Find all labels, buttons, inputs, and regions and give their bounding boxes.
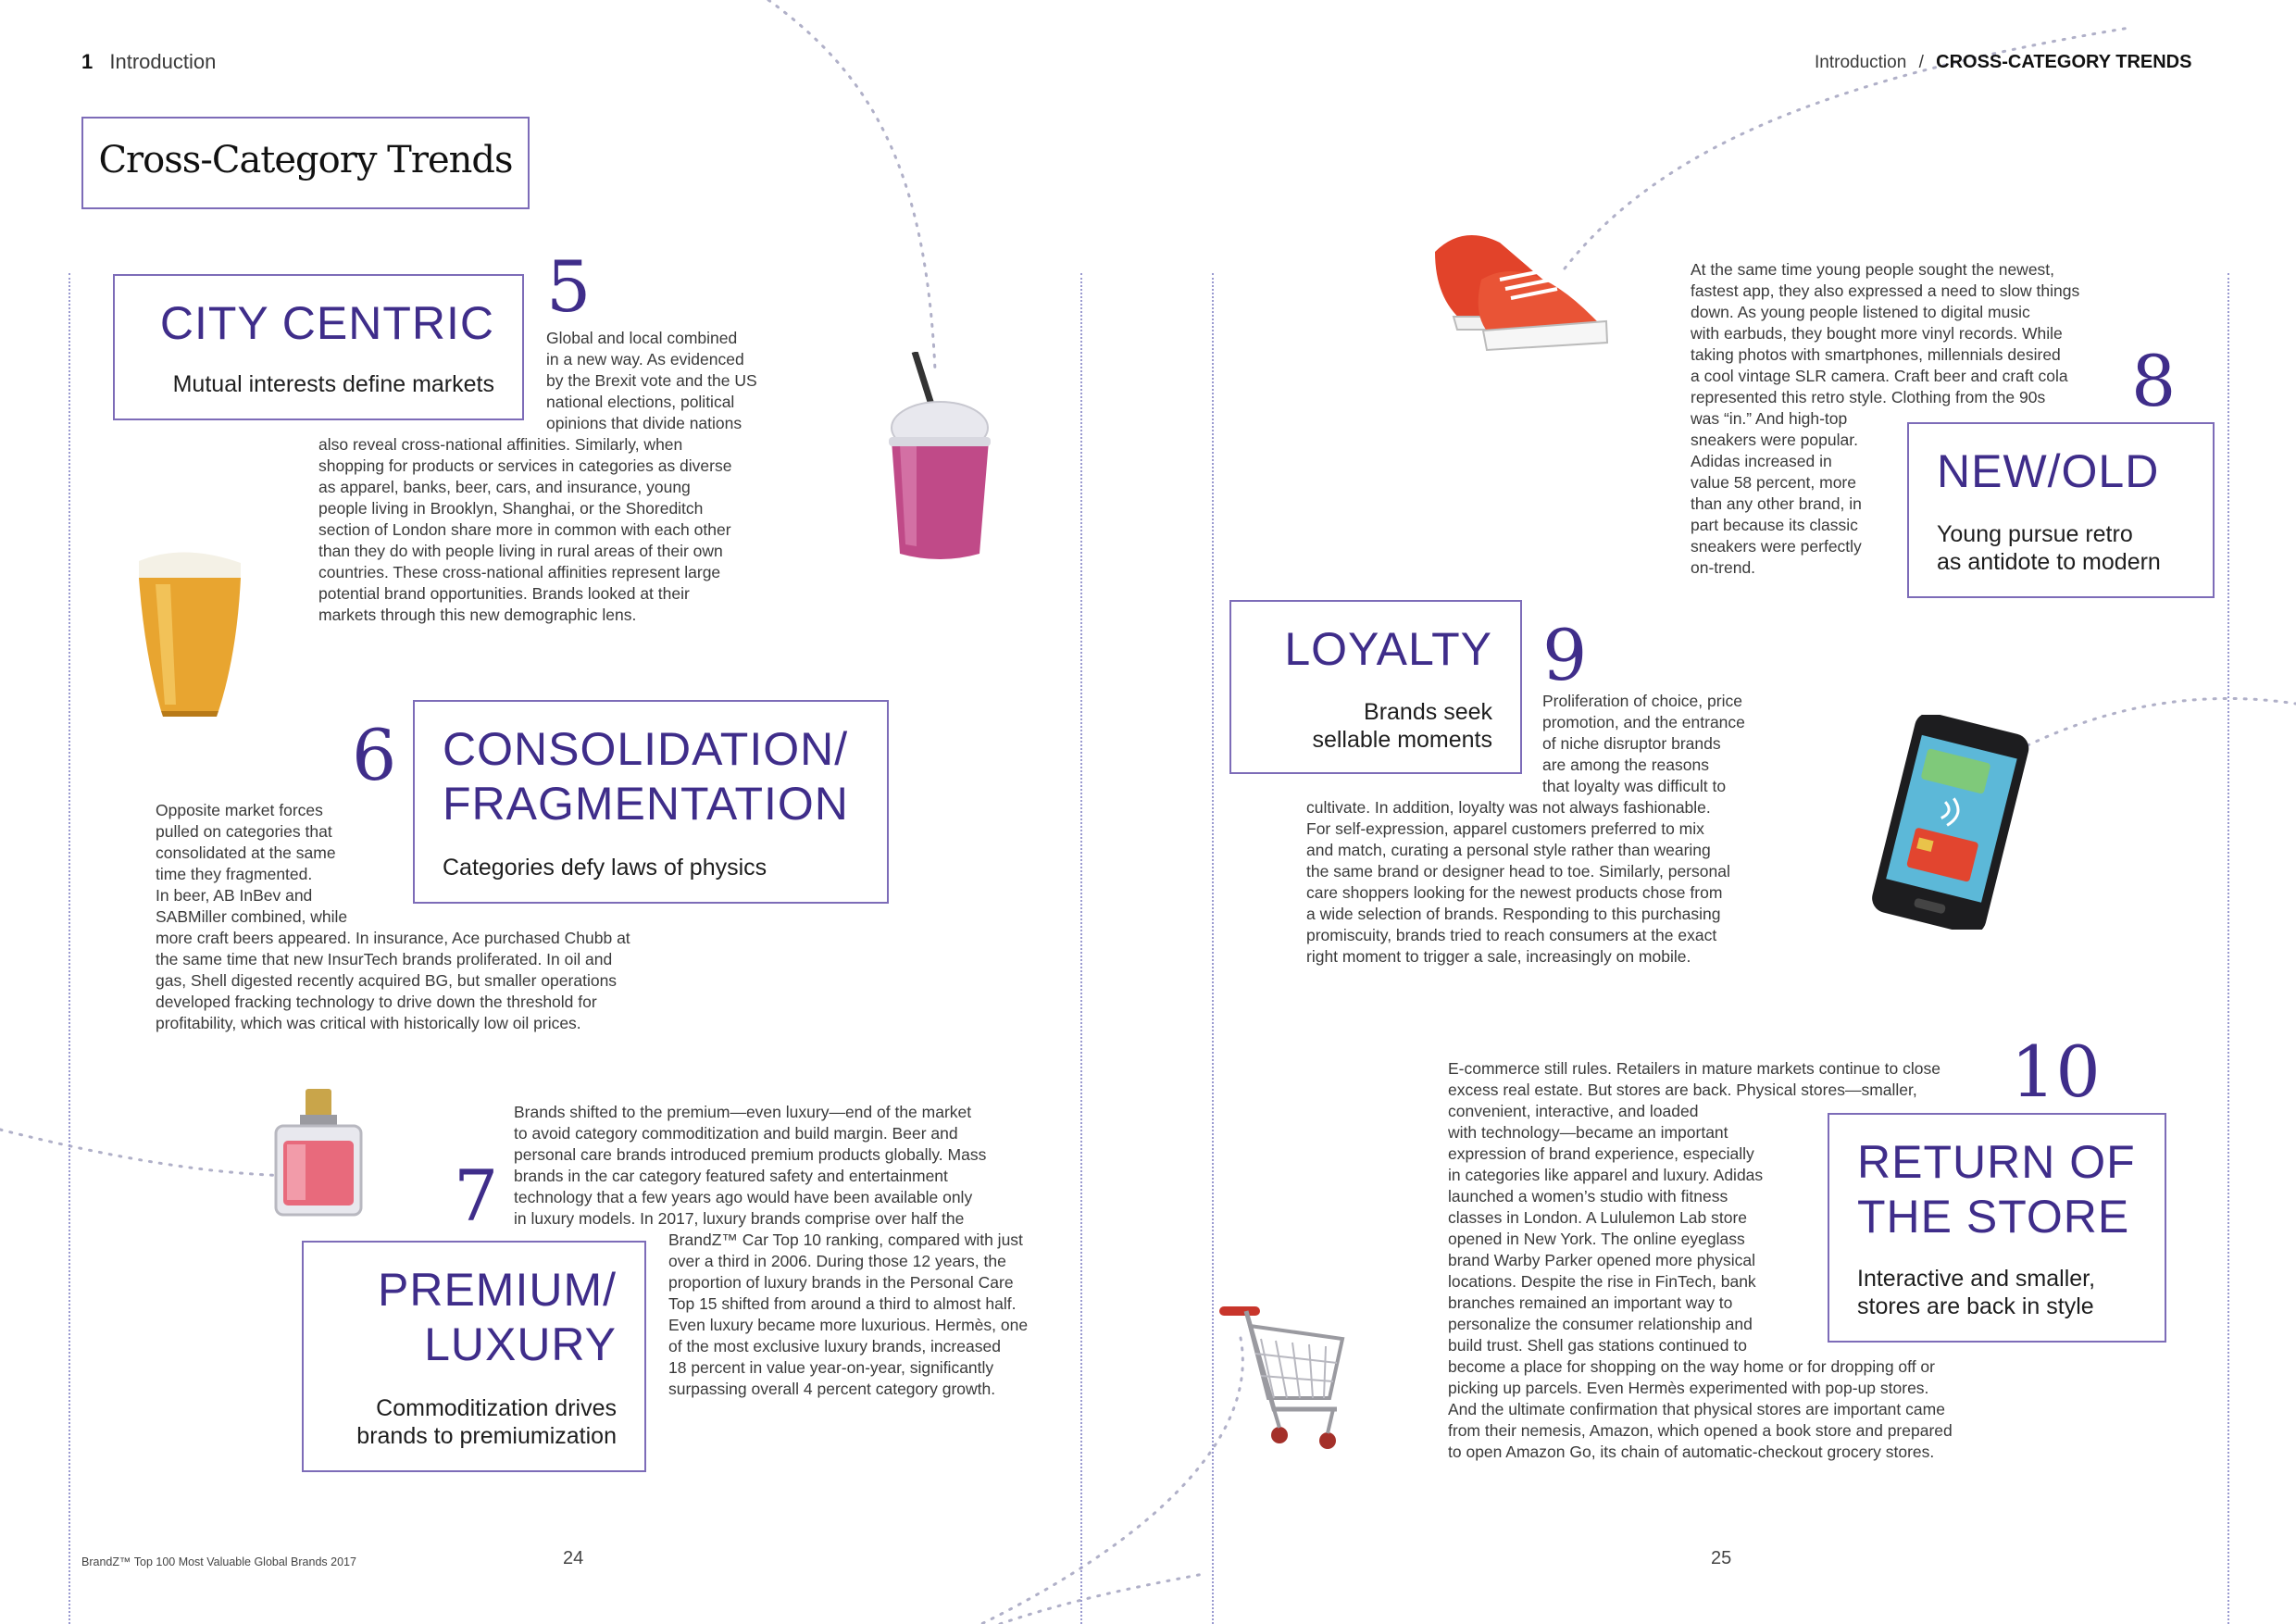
trend-9-body-cont	[1306, 797, 1825, 968]
body-line: SABMiller combined, while	[156, 907, 348, 926]
beer-glass-icon	[128, 543, 248, 718]
body-line: pulled on categories that	[156, 822, 332, 841]
body-line: than any other brand, in	[1691, 494, 1862, 513]
body-line: countries. These cross-national affinities represent large	[318, 563, 721, 581]
body-line: down. As young people listened to digital music	[1691, 303, 2030, 321]
body-line: At the same time young people sought the newest,	[1691, 260, 2055, 279]
trend-6-body	[156, 800, 804, 1034]
body-line: build trust. Shell gas stations continued to	[1448, 1336, 1747, 1355]
body-line: gas, Shell digested recently acquired BG, but smaller operations	[156, 971, 618, 990]
body-line: care shoppers looking for the newest products chose from	[1306, 883, 1723, 902]
body-line: In beer, AB InBev and	[156, 886, 313, 905]
trend-5-box	[113, 274, 524, 420]
body-line: with technology—became an important	[1448, 1123, 1728, 1142]
trend-10-title-line: THE STORE	[1857, 1191, 2130, 1243]
body-line: technology that a few years ago would have been available only	[514, 1188, 973, 1206]
trend-6-subtitle: Categories defy laws of physics	[443, 855, 767, 881]
trend-10-title	[1857, 1135, 2136, 1244]
body-line: national elections, political	[546, 393, 735, 411]
trend-7-title	[378, 1263, 617, 1372]
trend-5-subtitle: Mutual interests define markets	[172, 371, 494, 397]
perfume-bottle-icon	[272, 1089, 365, 1218]
trend-6-title-line: FRAGMENTATION	[443, 778, 849, 830]
body-line: with earbuds, they bought more vinyl records. While	[1691, 324, 2063, 343]
trend-6-title-line: CONSOLIDATION/	[443, 723, 849, 775]
section-name: Introduction	[109, 50, 217, 73]
trend-9-subtitle-line: Brands seek	[1364, 699, 1492, 725]
trend-5-body	[546, 328, 824, 434]
body-line: right moment to trigger a sale, increasingly on mobile.	[1306, 947, 1691, 966]
body-line: surpassing overall 4 percent category growth.	[668, 1380, 996, 1398]
body-line: Global and local combined	[546, 329, 738, 347]
trend-7-body-cont	[668, 1230, 1076, 1400]
page-section-number: 1	[81, 50, 94, 73]
body-line: opened in New York. The online eyeglass	[1448, 1230, 1745, 1248]
body-line: personalize the consumer relationship and	[1448, 1315, 1753, 1333]
left-running-header	[81, 50, 216, 74]
body-line: people living in Brooklyn, Shanghai, or the Shoreditch	[318, 499, 704, 518]
body-line: to open Amazon Go, its chain of automatic-checkout grocery stores.	[1448, 1443, 1935, 1461]
body-line: time they fragmented.	[156, 865, 313, 883]
trend-10-title-line: RETURN OF	[1857, 1136, 2136, 1188]
body-line: For self-expression, apparel customers preferred to mix	[1306, 819, 1704, 838]
body-line: that loyalty was difficult to	[1542, 777, 1727, 795]
body-line: personal care brands introduced premium products globally. Mass	[514, 1145, 987, 1164]
body-line: cultivate. In addition, loyalty was not always fashionable.	[1306, 798, 1711, 817]
body-line: sneakers were popular.	[1691, 431, 1858, 449]
trend-7-subtitle	[356, 1394, 617, 1450]
trend-6-number: 6	[352, 714, 397, 796]
body-line: brand Warby Parker opened more physical	[1448, 1251, 1756, 1269]
body-line: opinions that divide nations	[546, 414, 742, 432]
body-line: more craft beers appeared. In insurance, Ace purchased Chubb at	[156, 929, 630, 947]
body-line: section of London share more in common with each other	[318, 520, 731, 539]
body-line: expression of brand experience, especially	[1448, 1144, 1754, 1163]
trend-8-title: NEW/OLD	[1937, 445, 2160, 497]
trend-7-title-line: LUXURY	[424, 1318, 617, 1370]
body-line: And the ultimate confirmation that physical stores are important came	[1448, 1400, 1945, 1418]
body-line: proportion of luxury brands in the Personal Care	[668, 1273, 1014, 1292]
trend-9-title: LOYALTY	[1284, 623, 1492, 675]
body-line: convenient, interactive, and loaded	[1448, 1102, 1699, 1120]
body-line: represented this retro style. Clothing from the 90s	[1691, 388, 2046, 406]
body-line: in luxury models. In 2017, luxury brands comprise over half the	[514, 1209, 965, 1228]
header-separator: /	[1918, 53, 1924, 72]
body-line: excess real estate. But stores are back. Physical stores—smaller,	[1448, 1081, 1917, 1099]
body-line: than they do with people living in rural areas of their own	[318, 542, 723, 560]
body-line: Top 15 shifted from around a third to almost half.	[668, 1294, 1017, 1313]
trend-10-subtitle-line: stores are back in style	[1857, 1293, 2094, 1319]
column-rule	[1212, 273, 1214, 1624]
trend-10-subtitle-line: Interactive and smaller,	[1857, 1266, 2096, 1292]
body-line: the same brand or designer head to toe. Similarly, personal	[1306, 862, 1730, 881]
column-rule	[2227, 273, 2229, 1624]
body-line: by the Brexit vote and the US	[546, 371, 757, 390]
trend-7-title-line: PREMIUM/	[378, 1264, 617, 1316]
body-line: also reveal cross-national affinities. Similarly, when	[318, 435, 683, 454]
body-line: promiscuity, brands tried to reach consumers at the exact	[1306, 926, 1717, 944]
body-line: brands in the car category featured safety and entertainment	[514, 1167, 948, 1185]
trend-5-body-cont	[318, 434, 800, 626]
body-line: BrandZ™ Car Top 10 ranking, compared with just	[668, 1230, 1023, 1249]
trend-8-number: 8	[2131, 340, 2177, 422]
smartphone-icon	[1866, 715, 2033, 930]
body-line: locations. Despite the rise in FinTech, bank	[1448, 1272, 1756, 1291]
body-line: profitability, which was critical with historically low oil prices.	[156, 1014, 581, 1032]
trend-7-subtitle-line: Commoditization drives	[376, 1395, 617, 1421]
shopping-cart-icon	[1218, 1298, 1348, 1455]
trend-5-number: 5	[546, 245, 592, 328]
trend-8-subtitle-line: as antidote to modern	[1937, 549, 2161, 575]
publication-footer: BrandZ™ Top 100 Most Valuable Global Brands 2017	[81, 1555, 356, 1568]
section-name: Introduction	[1815, 53, 1907, 72]
section-title: CROSS-CATEGORY TRENDS	[1936, 52, 2192, 72]
body-line: taking photos with smartphones, millennials desired	[1691, 345, 2061, 364]
trend-5-title: CITY CENTRIC	[159, 297, 494, 349]
body-line: value 58 percent, more	[1691, 473, 1856, 492]
page-title-box	[81, 117, 530, 209]
trend-7-subtitle-line: brands to premiumization	[356, 1423, 617, 1449]
trend-8-box	[1907, 422, 2215, 598]
trend-10-subtitle	[1857, 1265, 2095, 1320]
body-line: are among the reasons	[1542, 756, 1709, 774]
body-line: in categories like apparel and luxury. Adidas	[1448, 1166, 1764, 1184]
body-line: the same time that new InsurTech brands proliferated. In oil and	[156, 950, 613, 968]
sneakers-icon	[1426, 215, 1611, 359]
body-line: over a third in 2006. During those 12 years, the	[668, 1252, 1006, 1270]
column-rule	[1080, 273, 1082, 1624]
trend-10-box	[1828, 1113, 2166, 1343]
trend-10-number: 10	[2011, 1031, 2101, 1113]
right-page-number: 25	[1711, 1548, 1732, 1568]
body-line: branches remained an important way to	[1448, 1293, 1733, 1312]
trend-7-box	[302, 1241, 646, 1472]
trend-9-subtitle	[1312, 698, 1492, 754]
body-line: of the most exclusive luxury brands, increased	[668, 1337, 1001, 1355]
smoothie-cup-icon	[880, 352, 1000, 565]
right-running-header	[1815, 52, 2191, 73]
trend-9-number: 9	[1542, 614, 1588, 696]
trend-8-subtitle	[1937, 520, 2161, 576]
body-line: Proliferation of choice, price	[1542, 692, 1742, 710]
body-line: shopping for products or services in categories as diverse	[318, 456, 732, 475]
body-line: Opposite market forces	[156, 801, 323, 819]
body-line: part because its classic	[1691, 516, 1858, 534]
trend-9-subtitle-line: sellable moments	[1312, 727, 1492, 753]
body-line: Adidas increased in	[1691, 452, 1832, 470]
body-line: a wide selection of brands. Responding to this purchasing	[1306, 905, 1721, 923]
trend-9-body	[1542, 691, 1820, 797]
body-line: was “in.” And high-top	[1691, 409, 1848, 428]
column-rule	[69, 273, 70, 1624]
body-line: potential brand opportunities. Brands looked at their	[318, 584, 690, 603]
body-line: launched a women’s studio with fitness	[1448, 1187, 1728, 1206]
body-line: consolidated at the same	[156, 843, 336, 862]
body-line: as apparel, banks, beer, cars, and insurance, young	[318, 478, 691, 496]
body-line: from their nemesis, Amazon, which opened a book store and prepared	[1448, 1421, 1953, 1440]
left-page-number: 24	[563, 1548, 584, 1568]
body-line: promotion, and the entrance	[1542, 713, 1745, 731]
body-line: to avoid category commoditization and build margin. Beer and	[514, 1124, 958, 1143]
body-line: and match, curating a personal style rather than wearing	[1306, 841, 1711, 859]
body-line: of niche disruptor brands	[1542, 734, 1721, 753]
body-line: Even luxury became more luxurious. Hermès, one	[668, 1316, 1029, 1334]
trend-8-subtitle-line: Young pursue retro	[1937, 521, 2133, 547]
body-line: in a new way. As evidenced	[546, 350, 744, 369]
body-line: markets through this new demographic lens.	[318, 606, 637, 624]
body-line: E-commerce still rules. Retailers in mature markets continue to close	[1448, 1059, 1940, 1078]
body-line: sneakers were perfectly	[1691, 537, 1862, 556]
body-line: developed fracking technology to drive down the threshold for	[156, 993, 597, 1011]
trend-7-body	[514, 1102, 1069, 1230]
trend-9-box	[1229, 600, 1522, 774]
page-title: Cross-Category Trends	[98, 139, 513, 181]
body-line: picking up parcels. Even Hermès experimented with pop-up stores.	[1448, 1379, 1929, 1397]
body-line: classes in London. A Lululemon Lab store	[1448, 1208, 1747, 1227]
body-line: Brands shifted to the premium—even luxury—end of the market	[514, 1103, 972, 1121]
body-line: a cool vintage SLR camera. Craft beer and craft cola	[1691, 367, 2068, 385]
body-line: on-trend.	[1691, 558, 1756, 577]
trend-7-number: 7	[454, 1155, 499, 1237]
body-line: become a place for shopping on the way home or for dropping off or	[1448, 1357, 1935, 1376]
body-line: fastest app, they also expressed a need to slow things	[1691, 281, 2080, 300]
body-line: 18 percent in value year-on-year, significantly	[668, 1358, 994, 1377]
